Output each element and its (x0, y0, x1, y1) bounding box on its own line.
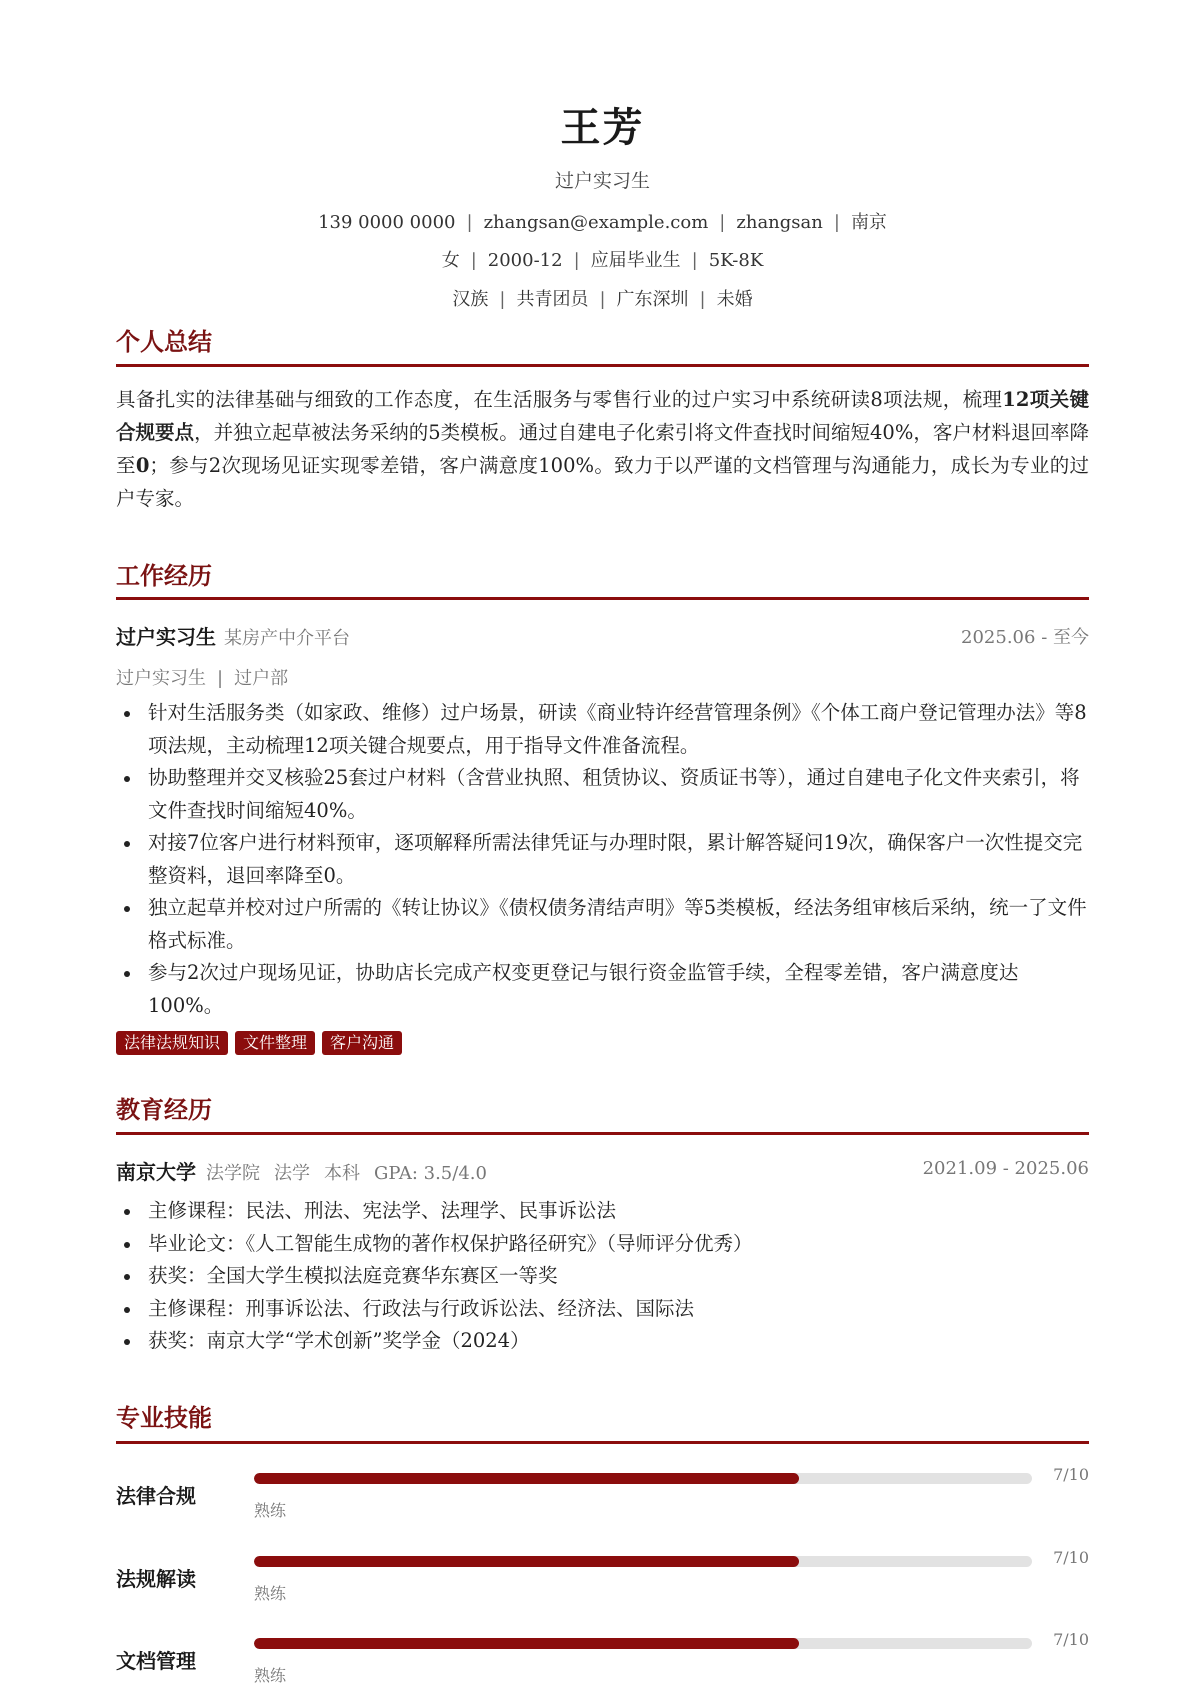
list-item: 获奖：南京大学“学术创新”奖学金（2024） (116, 1325, 1089, 1358)
tag: 客户沟通 (322, 1031, 402, 1055)
section-title-summary: 个人总结 (116, 327, 212, 356)
list-item: 独立起草并校对过户所需的《转让协议》《债权债务清结声明》等5类模板，经法务组审核后采纳，统一了文件格式标准。 (116, 892, 1089, 957)
gpa: GPA: 3.5/4.0 (374, 1163, 487, 1184)
hometown: 广东深圳 (616, 289, 689, 310)
skill-progress-fill (254, 1473, 799, 1484)
contact-line (116, 208, 1089, 234)
education-meta (206, 1163, 501, 1184)
list-item: 对接7位客户进行材料预审，逐项解释所需法律凭证与办理时限，累计解答疑问19次，确保客户一次性提交完整资料，退回率降至0。 (116, 827, 1089, 892)
job-header (116, 621, 1089, 651)
status: 应届毕业生 (590, 250, 681, 271)
separator: | (499, 289, 506, 310)
separator: | (719, 212, 726, 233)
skill-progress-bar (254, 1556, 1032, 1567)
job-title: 过户实习生 (116, 625, 216, 649)
phone: 139 0000 0000 (318, 212, 456, 233)
skill-level: 熟练 (254, 1501, 287, 1520)
college: 法学院 (206, 1163, 260, 1184)
education-bullets (116, 1195, 1089, 1358)
job-bullets (116, 697, 1089, 1022)
skill-tags (116, 1031, 402, 1055)
job-role: 过户实习生 (116, 668, 206, 689)
political-status: 共青团员 (516, 289, 589, 310)
summary-part: 具备扎实的法律基础与细致的工作态度，在生活服务与零售行业的过户实习中系统研读8项法规，梳理 (116, 388, 1003, 411)
ethnicity: 汉族 (452, 289, 489, 310)
degree: 本科 (324, 1163, 360, 1184)
gender: 女 (441, 250, 460, 271)
birth-date: 2000-12 (487, 250, 563, 271)
section-title-education: 教育经历 (116, 1095, 212, 1124)
summary-highlight: 0 (135, 454, 150, 477)
separator: | (466, 212, 473, 233)
list-item: 协助整理并交叉核验25套过户材料（含营业执照、租赁协议、资质证书等），通过自建电子化文件夹索引，将文件查找时间缩短40%。 (116, 762, 1089, 827)
section-title-work: 工作经历 (116, 561, 212, 590)
list-item: 主修课程：刑事诉讼法、行政法与行政诉讼法、经济法、国际法 (116, 1293, 1089, 1326)
marital-status: 未婚 (716, 289, 753, 310)
skill-level: 熟练 (254, 1584, 287, 1603)
separator: | (217, 668, 224, 689)
separator: | (833, 212, 840, 233)
separator: | (599, 289, 606, 310)
basics-line (116, 246, 1089, 272)
job-date: 2025.06 - 至今 (961, 627, 1089, 648)
separator: | (470, 250, 477, 271)
username: zhangsan (736, 212, 823, 233)
tag: 文件整理 (235, 1031, 315, 1055)
skill-score: 7/10 (1053, 1548, 1089, 1567)
skill-progress-bar (254, 1473, 1032, 1484)
skill-score: 7/10 (1053, 1465, 1089, 1484)
education-header (116, 1156, 1089, 1185)
summary-text (116, 383, 1089, 515)
skill-level: 熟练 (254, 1666, 287, 1685)
section-divider (116, 1441, 1089, 1444)
list-item: 主修课程：民法、刑法、宪法学、法理学、民事诉讼法 (116, 1195, 1089, 1228)
skill-row (116, 1465, 1089, 1528)
candidate-name: 王芳 (560, 104, 645, 151)
skill-row (116, 1630, 1089, 1693)
separator: | (691, 250, 698, 271)
school-name: 南京大学 (116, 1160, 196, 1184)
salary: 5K-8K (708, 250, 764, 271)
section-divider (116, 364, 1089, 367)
job-company: 某房产中介平台 (224, 628, 350, 649)
list-item: 毕业论文：《人工智能生成物的著作权保护路径研究》（导师评分优秀） (116, 1228, 1089, 1261)
education-date: 2021.09 - 2025.06 (922, 1158, 1089, 1179)
city: 南京 (850, 212, 887, 233)
separator: | (699, 289, 706, 310)
list-item: 获奖：全国大学生模拟法庭竞赛华东赛区一等奖 (116, 1260, 1089, 1293)
extra-line (116, 285, 1089, 311)
skill-name: 法律合规 (116, 1484, 196, 1508)
skill-progress-bar (254, 1638, 1032, 1649)
major: 法学 (274, 1163, 310, 1184)
skill-progress-fill (254, 1638, 799, 1649)
skill-row (116, 1548, 1089, 1611)
summary-part: ；参与2次现场见证实现零差错，客户满意度100%。致力于以严谨的文档管理与沟通能力，成长为专业的过户专家。 (116, 454, 1089, 510)
list-item: 针对生活服务类（如家政、维修）过户场景，研读《商业特许经营管理条例》《个体工商户登记管理办法》等8项法规，主动梳理12项关键合规要点，用于指导文件准备流程。 (116, 697, 1089, 762)
skill-name: 文档管理 (116, 1649, 196, 1673)
list-item: 参与2次过户现场见证，协助店长完成产权变更登记与银行资金监管手续，全程零差错，客户满意度达100%。 (116, 957, 1089, 1022)
job-department: 过户部 (234, 668, 289, 689)
summary-part: ，并独立起草被法务采纳的5类模板。通过自建电子化索引将文件查找时间缩短40%，客户材料退回率降至 (116, 421, 1089, 477)
separator: | (573, 250, 580, 271)
section-divider (116, 1132, 1089, 1135)
skill-name: 法规解读 (116, 1567, 196, 1591)
summary-highlight: 12项关键合规要点 (116, 388, 1089, 444)
job-target: 过户实习生 (554, 170, 650, 192)
email: zhangsan@example.com (483, 212, 709, 233)
tag: 法律法规知识 (116, 1031, 228, 1055)
job-subline (116, 664, 288, 690)
section-title-skills: 专业技能 (116, 1403, 212, 1432)
skill-score: 7/10 (1053, 1630, 1089, 1649)
section-divider (116, 597, 1089, 600)
skill-progress-fill (254, 1556, 799, 1567)
